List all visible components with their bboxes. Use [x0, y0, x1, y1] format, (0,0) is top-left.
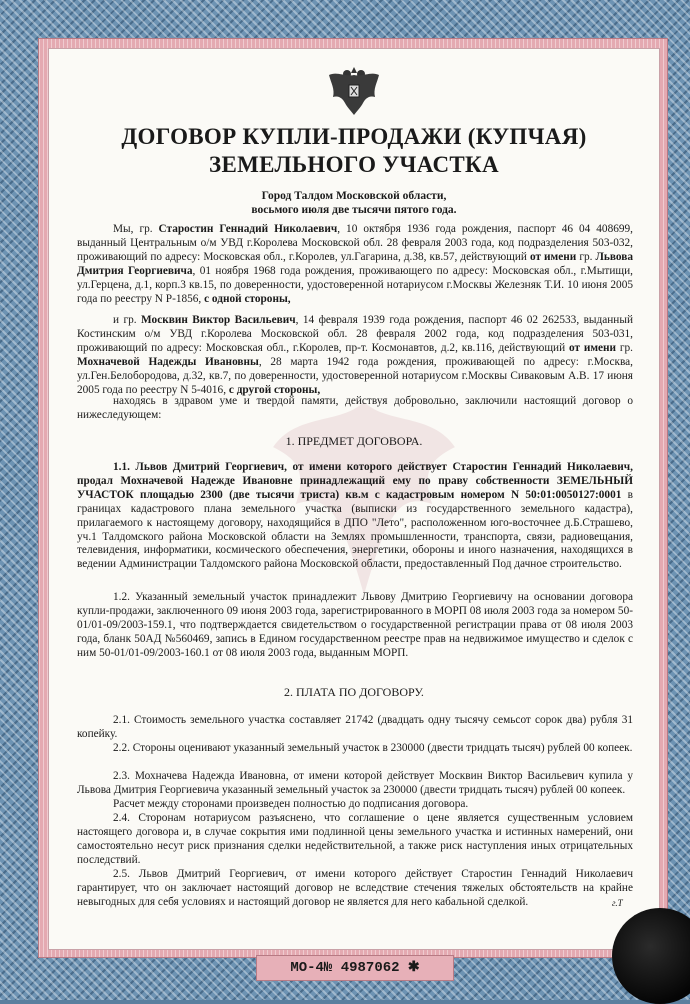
place-and-date: [49, 189, 659, 217]
clause-2-5: 2.5. Львов Дмитрий Георгиевич, от имени которого действует Старостин Геннадий Николаевич гарантирует, что он заключает настоящий договор не вследствие стечения тяжелых обстоятельств на крайне невыгодных для себя условиях и настоящий договор не является для него кабальной сделкой.: [77, 868, 633, 908]
section-2-heading: 2. ПЛАТА ПО ДОГОВОРУ.: [284, 685, 424, 699]
clause-2-1: 2.1. Стоимость земельного участка составляет 21742 (двадцать одну тысячу семьсот сорок два) рубля 31 копейку.: [77, 714, 633, 740]
page-continuation-mark: г.Т: [612, 898, 623, 908]
date-line: восьмого июля две тысячи пятого года.: [251, 204, 457, 216]
party-two-paragraph: и гр. Москвин Виктор Васильевич, 14 февраля 1939 года рождения, паспорт 46 02 262533, выданный Костинским о/м УВД г.Королева Московской обл. 28 февраля 2002 года, код подразделения 503-031, проживающий по адресу: Московская обл., г.Королев, пр-т. Космонавтов, д.2, кв.116, действующий от имени гр. Мохначевой Надежды Ивановны, 28 марта 1942 года рождения, проживающей по адресу: г.Москва, ул.Ген.Белобородова, д.32, кв.7, по доверенности, удостоверенной нотариусом г.Москвы Сиваковым А.В. 17 июня 2005 года по реестру N 5-4016, с другой стороны,: [77, 314, 633, 396]
title-line-1: ДОГОВОР КУПЛИ-ПРОДАЖИ (КУПЧАЯ): [121, 124, 587, 149]
title-line-2: ЗЕМЕЛЬНОГО УЧАСТКА: [209, 152, 499, 177]
place-line: Город Талдом Московской области,: [261, 190, 447, 202]
coat-of-arms-icon: [325, 61, 383, 119]
clause-2-2: 2.2. Стороны оценивают указанный земельный участок в 230000 (двести тридцать тысяч) рублей 00 копеек.: [113, 742, 633, 754]
intro-paragraph: находясь в здравом уме и твердой памяти, действуя добровольно, заключили настоящий договор о нижеследующем:: [77, 395, 633, 421]
section-1-heading: 1. ПРЕДМЕТ ДОГОВОРА.: [285, 434, 423, 448]
blank-serial-number: МО-4№ 4987062 ✱: [256, 955, 454, 981]
clause-2-3: 2.3. Мохначева Надежда Ивановна, от имени которой действует Москвин Виктор Васильевич купила у Львова Дмитрия Георгиевича указанный земельный участок за 230000 (двести тридцать тысяч) рублей 00 копеек.: [77, 770, 633, 796]
clause-2-4: 2.4. Сторонам нотариусом разъяснено, что соглашение о цене является существенным условием настоящего договора и, в случае сокрытия ими подлинной цены земельного участка и истинных намерений, они самостоятельно несут риск признания сделки недействительной, а также риск наступления иных отрицательных последствий.: [77, 812, 633, 866]
clause-1-1: 1.1. Львов Дмитрий Георгиевич, от имени которого действует Старостин Геннадий Николаевич, продал Мохначевой Надежде Ивановне принадлежащий ему по праву собственности ЗЕМЕЛЬНЫЙ УЧАСТОК площадью 2300 (две тысячи триста) кв.м с кадастровым номером N 50:01:0050127:0001 в границах кадастрового плана земельного участка (выписки из государственного земельного кадастра), прилагаемого к настоящему договору, находящийся в ДПО "Лето", расположенном юго-восточнее д.Б.Страшево, уч.1 Талдомского района Московской области на Землях промышленности, транспорта, связи, радиовещания, телевидения, информатики, космического обеспечения, энергетики, обороны и иного назначения, находящихся в ведении Администрации Талдомского района Московской области, предоставленный Под дачное строительство.: [77, 461, 633, 571]
party-one-paragraph: Мы, гр. Старостин Геннадий Николаевич, 10 октября 1936 года рождения, паспорт 46 04 408699, выданный Центральным о/м УВД г.Королева Московской обл. 28 февраля 2003 года, код подразделения 503-032, проживающий по адресу: Московская обл., г.Королев, ул.Гагарина, д.38, кв.57, действующий от имени гр. Львова Дмитрия Георгиевича, 01 ноября 1968 года рождения, проживающего по адресу: Московская обл., г.Мытищи, ул.Герцена, д.1, корп.3 кв.15, по доверенности, удостоверенной нотариусом г.Москвы Железняк Т.И. 10 июня 2005 года по реестру N Р-1856, с одной стороны,: [77, 223, 633, 305]
clause-2-3-settlement: Расчет между сторонами произведен полностью до подписания договора.: [113, 798, 469, 810]
document-title: [49, 123, 659, 179]
clause-1-2: 1.2. Указанный земельный участок принадлежит Львову Дмитрию Георгиевичу на основании договора купли-продажи, заключенного 09 июня 2003 года, зарегистрированного в МОРП 08 июля 2003 года за номером 50-01/01-09/2003-159.1, что подтверждается свидетельством о государственной регистрации права от 08 июля 2003 года, бланк 50АД №560469, запись в Едином государственном реестре прав на недвижимое имущество и сделок с ним 50-01/01-09/2003-160.1 от 08 июля 2003 года, выданным МОРП.: [77, 591, 633, 659]
document-page: [48, 48, 660, 950]
